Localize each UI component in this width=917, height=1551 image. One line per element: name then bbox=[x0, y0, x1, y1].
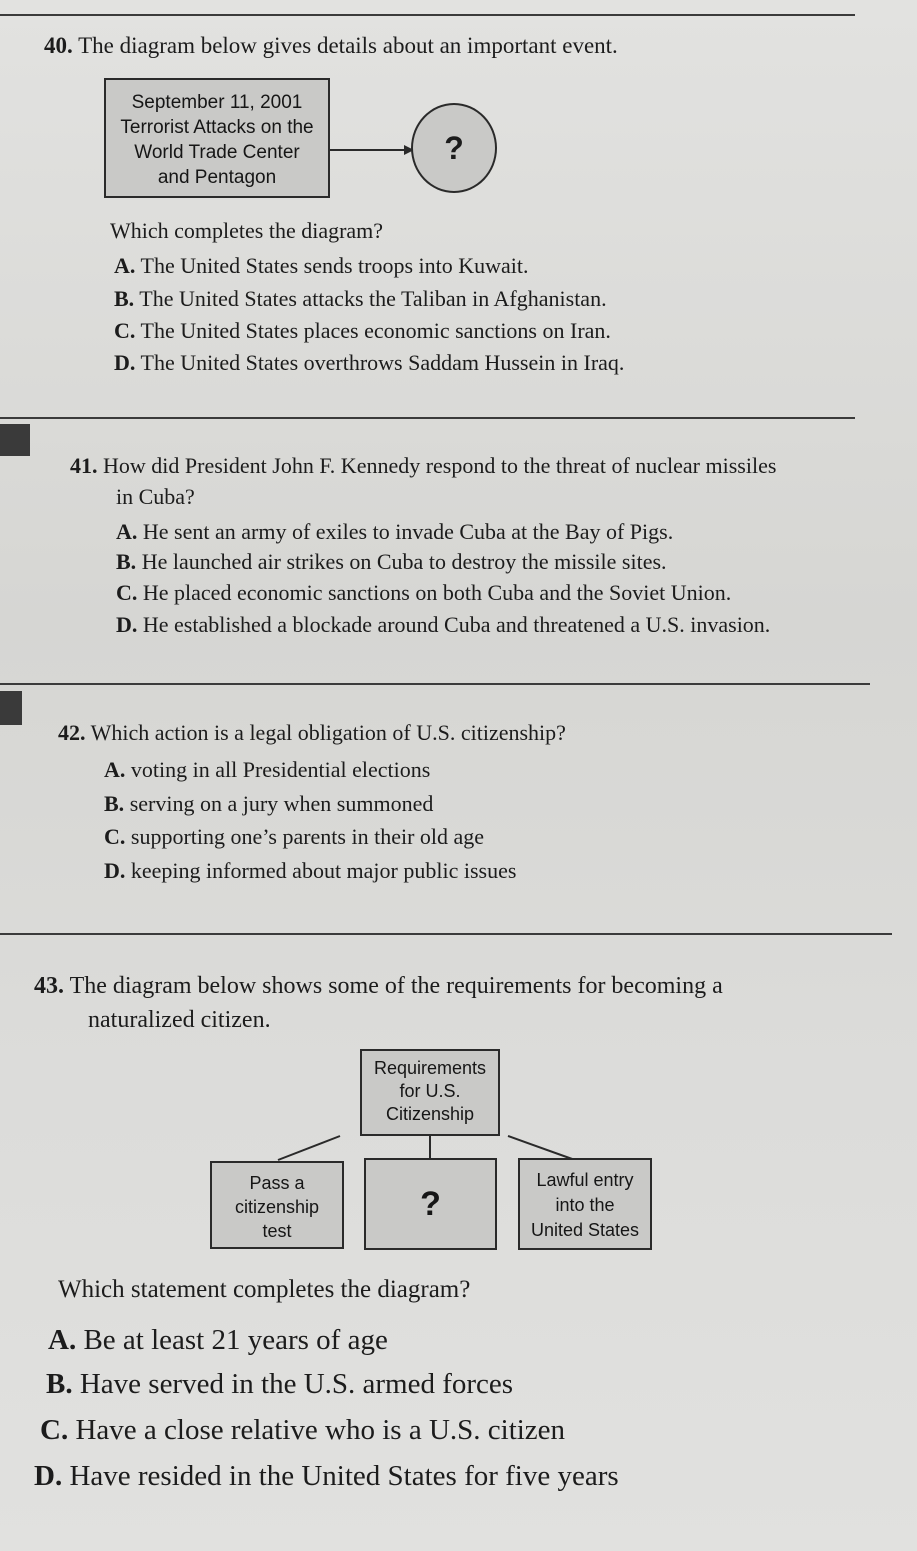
question-divider bbox=[0, 933, 892, 935]
question-divider bbox=[0, 683, 870, 685]
choice-letter: B. bbox=[104, 791, 125, 816]
question-43-stem-continued: naturalized citizen. bbox=[88, 1007, 271, 1033]
question-mark: ? bbox=[420, 1185, 441, 1223]
answer-choice[interactable] bbox=[114, 315, 611, 347]
choice-text: The United States attacks the Taliban in Afghanistan. bbox=[139, 286, 607, 311]
question-text: How did President John F. Kennedy respond to the threat of nuclear missiles bbox=[103, 453, 777, 478]
choice-letter: D. bbox=[104, 858, 126, 883]
choice-letter: D. bbox=[116, 612, 138, 637]
choice-text: Be at least 21 years of age bbox=[83, 1324, 388, 1356]
answer-choice[interactable] bbox=[34, 1454, 619, 1498]
answer-choice[interactable] bbox=[114, 347, 624, 379]
question-41-stem bbox=[70, 450, 870, 481]
question-40-prompt: Which completes the diagram? bbox=[110, 218, 384, 243]
question-mark: ? bbox=[444, 129, 464, 166]
answer-choice[interactable] bbox=[104, 788, 433, 820]
requirement-line: Pass a bbox=[249, 1173, 305, 1193]
choice-text: The United States places economic sanctions on Iran. bbox=[140, 318, 611, 343]
requirement-line: test bbox=[262, 1221, 292, 1241]
requirement-line: Lawful entry bbox=[536, 1170, 634, 1190]
top-divider bbox=[0, 14, 855, 16]
choice-letter: C. bbox=[114, 318, 136, 343]
answer-choice[interactable] bbox=[116, 577, 731, 609]
choice-text: He launched air strikes on Cuba to destroy the missile sites. bbox=[141, 549, 667, 574]
question-43-stem bbox=[34, 971, 894, 1002]
choice-letter: C. bbox=[40, 1414, 69, 1446]
choice-letter: C. bbox=[116, 580, 138, 605]
choice-text: The United States sends troops into Kuwait. bbox=[140, 253, 529, 278]
choice-letter: D. bbox=[34, 1460, 63, 1492]
choice-text: serving on a jury when summoned bbox=[129, 791, 434, 816]
question-number: 40. bbox=[44, 33, 73, 58]
question-divider bbox=[0, 417, 855, 419]
choice-text: keeping informed about major public issues bbox=[130, 858, 517, 883]
choice-letter: D. bbox=[114, 350, 136, 375]
event-line: and Pentagon bbox=[157, 167, 277, 188]
question-number: 42. bbox=[58, 720, 86, 745]
choice-text: He established a blockade around Cuba and threatened a U.S. invasion. bbox=[142, 612, 771, 637]
choice-letter: B. bbox=[46, 1368, 73, 1400]
unknown-outcome-circle bbox=[411, 103, 497, 193]
requirements-heading-box bbox=[360, 1049, 500, 1136]
answer-choice[interactable] bbox=[104, 754, 430, 786]
answer-choice[interactable] bbox=[104, 821, 484, 853]
margin-tab bbox=[0, 691, 22, 725]
question-42-stem bbox=[58, 717, 858, 748]
question-number: 41. bbox=[70, 453, 98, 478]
choice-text: He sent an army of exiles to invade Cuba at the Bay of Pigs. bbox=[142, 519, 674, 544]
question-text: The diagram below gives details about an important event. bbox=[78, 33, 618, 58]
event-line: World Trade Center bbox=[134, 142, 300, 163]
heading-line: Requirements bbox=[373, 1058, 487, 1078]
question-41-stem-continued: in Cuba? bbox=[116, 484, 195, 509]
event-line: Terrorist Attacks on the bbox=[120, 117, 314, 138]
heading-line: Citizenship bbox=[385, 1104, 475, 1124]
question-40-stem bbox=[44, 30, 844, 61]
answer-choice[interactable] bbox=[116, 516, 673, 548]
question-text: The diagram below shows some of the requirements for becoming a bbox=[69, 973, 723, 999]
choice-text: voting in all Presidential elections bbox=[130, 757, 431, 782]
answer-choice[interactable] bbox=[40, 1408, 565, 1452]
choice-text: Have a close relative who is a U.S. citizen bbox=[75, 1414, 566, 1446]
question-text: Which action is a legal obligation of U.S. citizenship? bbox=[90, 720, 566, 745]
event-box bbox=[104, 78, 330, 198]
question-number: 43. bbox=[34, 973, 64, 999]
choice-text: Have resided in the United States for five years bbox=[69, 1460, 619, 1492]
choice-text: Have served in the U.S. armed forces bbox=[79, 1368, 514, 1400]
requirement-box-test bbox=[210, 1161, 344, 1249]
choice-letter: A. bbox=[116, 519, 138, 544]
answer-choice[interactable] bbox=[116, 546, 667, 578]
arrow-right-icon bbox=[330, 140, 414, 160]
choice-text: The United States overthrows Saddam Hussein in Iraq. bbox=[140, 350, 625, 375]
event-line: September 11, 2001 bbox=[131, 92, 303, 113]
choice-letter: B. bbox=[114, 286, 135, 311]
requirement-line: into the bbox=[555, 1195, 615, 1215]
choice-letter: A. bbox=[104, 757, 126, 782]
choice-letter: C. bbox=[104, 824, 126, 849]
answer-choice[interactable] bbox=[104, 855, 516, 887]
choice-letter: A. bbox=[48, 1324, 77, 1356]
heading-line: for U.S. bbox=[399, 1081, 461, 1101]
requirement-box-unknown bbox=[364, 1158, 497, 1250]
answer-choice[interactable] bbox=[114, 250, 529, 282]
choice-letter: A. bbox=[114, 253, 136, 278]
question-43-prompt: Which statement completes the diagram? bbox=[58, 1276, 471, 1303]
requirement-box-entry bbox=[518, 1158, 652, 1250]
answer-choice[interactable] bbox=[116, 609, 770, 641]
choice-letter: B. bbox=[116, 549, 137, 574]
choice-text: supporting one’s parents in their old age bbox=[130, 824, 485, 849]
requirement-line: United States bbox=[530, 1220, 640, 1240]
answer-choice[interactable] bbox=[48, 1318, 388, 1362]
answer-choice[interactable] bbox=[46, 1362, 513, 1406]
choice-text: He placed economic sanctions on both Cuba and the Soviet Union. bbox=[142, 580, 732, 605]
answer-choice[interactable] bbox=[114, 283, 607, 315]
margin-tab bbox=[0, 424, 30, 456]
requirement-line: citizenship bbox=[234, 1197, 320, 1217]
